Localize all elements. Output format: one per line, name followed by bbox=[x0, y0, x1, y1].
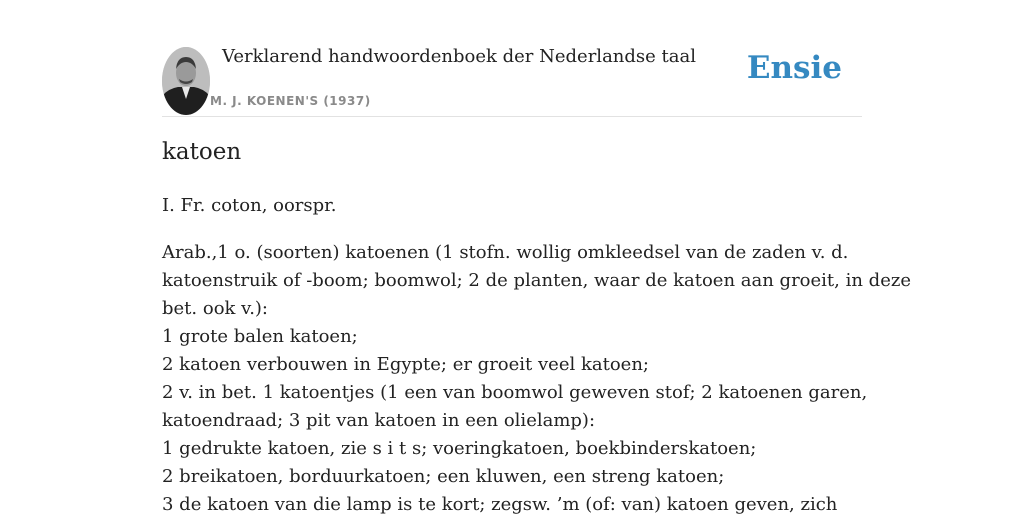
definition-line: 1 grote balen katoen; bbox=[162, 326, 358, 347]
definition-line: katoenstruik of -boom; boomwol; 2 de planten, waar de katoen aan groeit, in deze bbox=[162, 270, 911, 291]
definition-line: Arab.,1 o. (soorten) katoenen (1 stofn. wollig omkleedsel van de zaden v. d. bbox=[162, 242, 849, 263]
definition-line: 2 katoen verbouwen in Egypte; er groeit veel katoen; bbox=[162, 354, 649, 375]
definition-line: 2 breikatoen, borduurkatoen; een kluwen, een streng katoen; bbox=[162, 466, 725, 487]
definition-line: 3 de katoen van die lamp is te kort; zegsw. ’m (of: van) katoen geven, zich bbox=[162, 494, 838, 515]
definition-line: katoendraad; 3 pit van katoen in een olielamp): bbox=[162, 410, 596, 431]
entry-etymology bbox=[162, 192, 862, 220]
book-subtitle: M. J. KOENEN'S (1937) bbox=[210, 94, 371, 108]
definition-line: 1 gedrukte katoen, zie s i t s; voeringkatoen, boekbinderskatoen; bbox=[162, 438, 757, 459]
book-title: Verklarend handwoordenboek der Nederlandse taal bbox=[222, 46, 696, 67]
site-header bbox=[162, 40, 862, 117]
etymology-text: I. Fr. coton, oorspr. bbox=[162, 195, 337, 216]
definition-line: 2 v. in bet. 1 katoentjes (1 een van boomwol geweven stof; 2 katoenen garen, bbox=[162, 382, 868, 403]
author-portrait-icon bbox=[162, 47, 210, 115]
definition-line: bet. ook v.): bbox=[162, 298, 268, 319]
entry-headword: katoen bbox=[162, 139, 242, 165]
ensie-logo-link[interactable]: Ensie bbox=[746, 50, 842, 86]
entry-definition bbox=[162, 239, 911, 519]
